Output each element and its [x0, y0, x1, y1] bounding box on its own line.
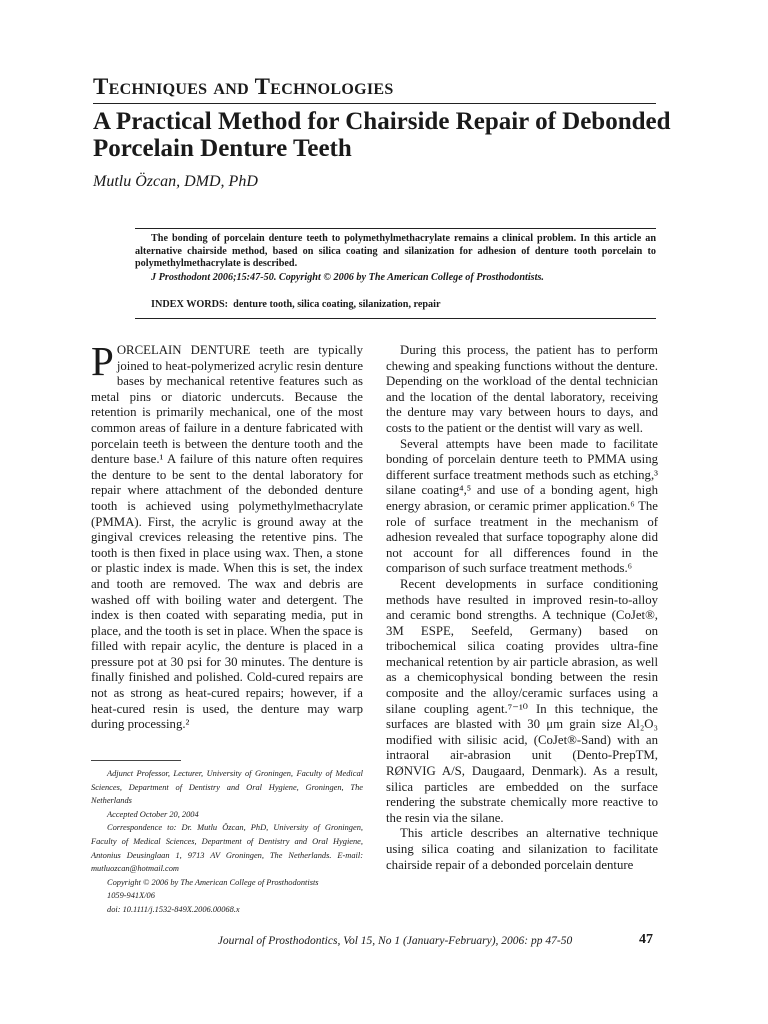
abstract-top-rule — [135, 228, 656, 229]
section-heading: Techniques and Technologies — [93, 74, 394, 99]
footnote-correspondence: Correspondence to: Dr. Mutlu Özcan, PhD, University of Groningen, Faculty of Medical Sciences, Department of Dentistry and Oral Hygiene, Antonius Deusinglaan 1, 9713 AV Groningen, The Netherlands. E-mail: mutluozcan@hotmail.com — [91, 823, 363, 874]
body-paragraph: This article describes an alternative technique using silica coating and silanization to facilitate chairside repair of a debonded porcelain denture — [386, 826, 658, 872]
footnotes — [91, 767, 363, 917]
body-column-left — [91, 338, 363, 733]
journal-citation: J Prosthodont 2006;15:47-50. Copyright © 2006 by The American College of Prosthodontists. — [151, 272, 544, 283]
abstract: The bonding of porcelain denture teeth to polymethylmethacrylate remains a clinical problem. In this article an alternative chairside method, based on silica coating and silanization for adhesion of denture tooth porcelain to polymethylmethacrylate is described. — [135, 233, 656, 270]
body-paragraph-text: ORCELAIN DENTURE teeth are typically joined to heat-polymerized acrylic resin denture bases by mechanical retentive features such as metal pins or diatoric undercuts. Because the retention is primarily mechanical, one of the most common areas of failure in a denture fabricated with porcelain teeth is between the denture tooth and the denture base.¹ A failure of this nature often requires the denture to be sent to the dental laboratory for repair where attachment of the debonded denture tooth is achieved using polymethylmethacrylate (PMMA). First, the acrylic is ground away at the gingival crevices releasing the retentive pins. The tooth is then fixed in place using wax. Then, a stone or plastic index is made. When this is set, the index and tooth are removed. The wax and debris are washed off with boiling water and detergent. The index is then coated with separating media, put in place, and the tooth is set in place. When the space is filled with repair acylic, the denture is placed in a pressure pot at 30 psi for 30 minutes. The denture is finally finished and polished. Cold-cured repairs are not as strong as heat-cured repairs; however, if a heat-cured resin is used, the denture may warp during processing.² — [91, 343, 363, 732]
abstract-bottom-rule — [135, 318, 656, 319]
body-paragraph: Several attempts have been made to facilitate bonding of porcelain denture teeth to PMMA using different surface treatment methods such as etching,³ silane coating⁴,⁵ and use of a bonding agent, high energy abrasion, or ceramic primer application.⁶ The role of surface treatment in the mechanism of adhesion revealed that surface topography alone did not account for all differences found in the comparison of such surface treatment methods.⁶ — [386, 436, 658, 576]
index-words-label: INDEX WORDS: — [151, 299, 229, 310]
body-paragraph — [91, 338, 363, 733]
article-title: A Practical Method for Chairside Repair of Debonded Porcelain Denture Teeth — [93, 108, 671, 162]
body-column-right — [386, 343, 658, 873]
footnote-accepted: Accepted October 20, 2004 — [107, 809, 199, 819]
body-paragraph: During this process, the patient has to perform chewing and speaking functions without the denture. Depending on the workload of the dental technician and the location of the dental laboratory, receiving the denture may vary between hours to days, and costs to the patient or the dentist will vary as well. — [386, 343, 658, 435]
footnote-issn: 1059-941X/06 — [107, 891, 155, 901]
running-footer: Journal of Prosthodontics, Vol 15, No 1 (January-February), 2006: pp 47-50 — [217, 935, 573, 947]
footnote-copyright: Copyright © 2006 by The American College of Prosthodontists — [107, 877, 319, 887]
section-rule — [93, 103, 656, 104]
index-words — [151, 299, 656, 312]
footnote-doi: doi: 10.1111/j.1532-849X.2006.00068.x — [107, 904, 240, 914]
drop-cap: P — [91, 338, 114, 384]
footnote-affiliation: Adjunct Professor, Lecturer, University of Groningen, Faculty of Medical Sciences, Department of Dentistry and Oral Hygiene, Groningen, The Netherlands — [91, 769, 363, 806]
body-paragraph: Recent developments in surface conditioning methods have resulted in improved resin-to-alloy and ceramic bond strengths. A technique (CoJet®, 3M ESPE, Seefeld, Germany) based on tribochemical silica coating provides ultra-fine mechanical retention by air particle abrasion, as well as a chemicophysical bonding between the resin composite and the alloy/ceramic surfaces using a silane coupling agent.⁷⁻¹⁰ In this technique, the surfaces are blasted with 30 μm grain size Al₂O₃ modified with silisic acid, (CoJet®-Sand) with an intraoral air-abrasion unit (Dento-PrepTM, RØNVIG A/S, Daugaard, Denmark). As a result, silica particles are embedded on the surface rendering the substrate chemically more reactive to the resin via the silane. — [386, 576, 658, 825]
footnote-rule — [91, 760, 181, 761]
index-words-list: denture tooth, silica coating, silanization, repair — [233, 299, 441, 310]
page-number: 47 — [639, 932, 653, 947]
author-byline: Mutlu Özcan, DMD, PhD — [93, 173, 258, 190]
